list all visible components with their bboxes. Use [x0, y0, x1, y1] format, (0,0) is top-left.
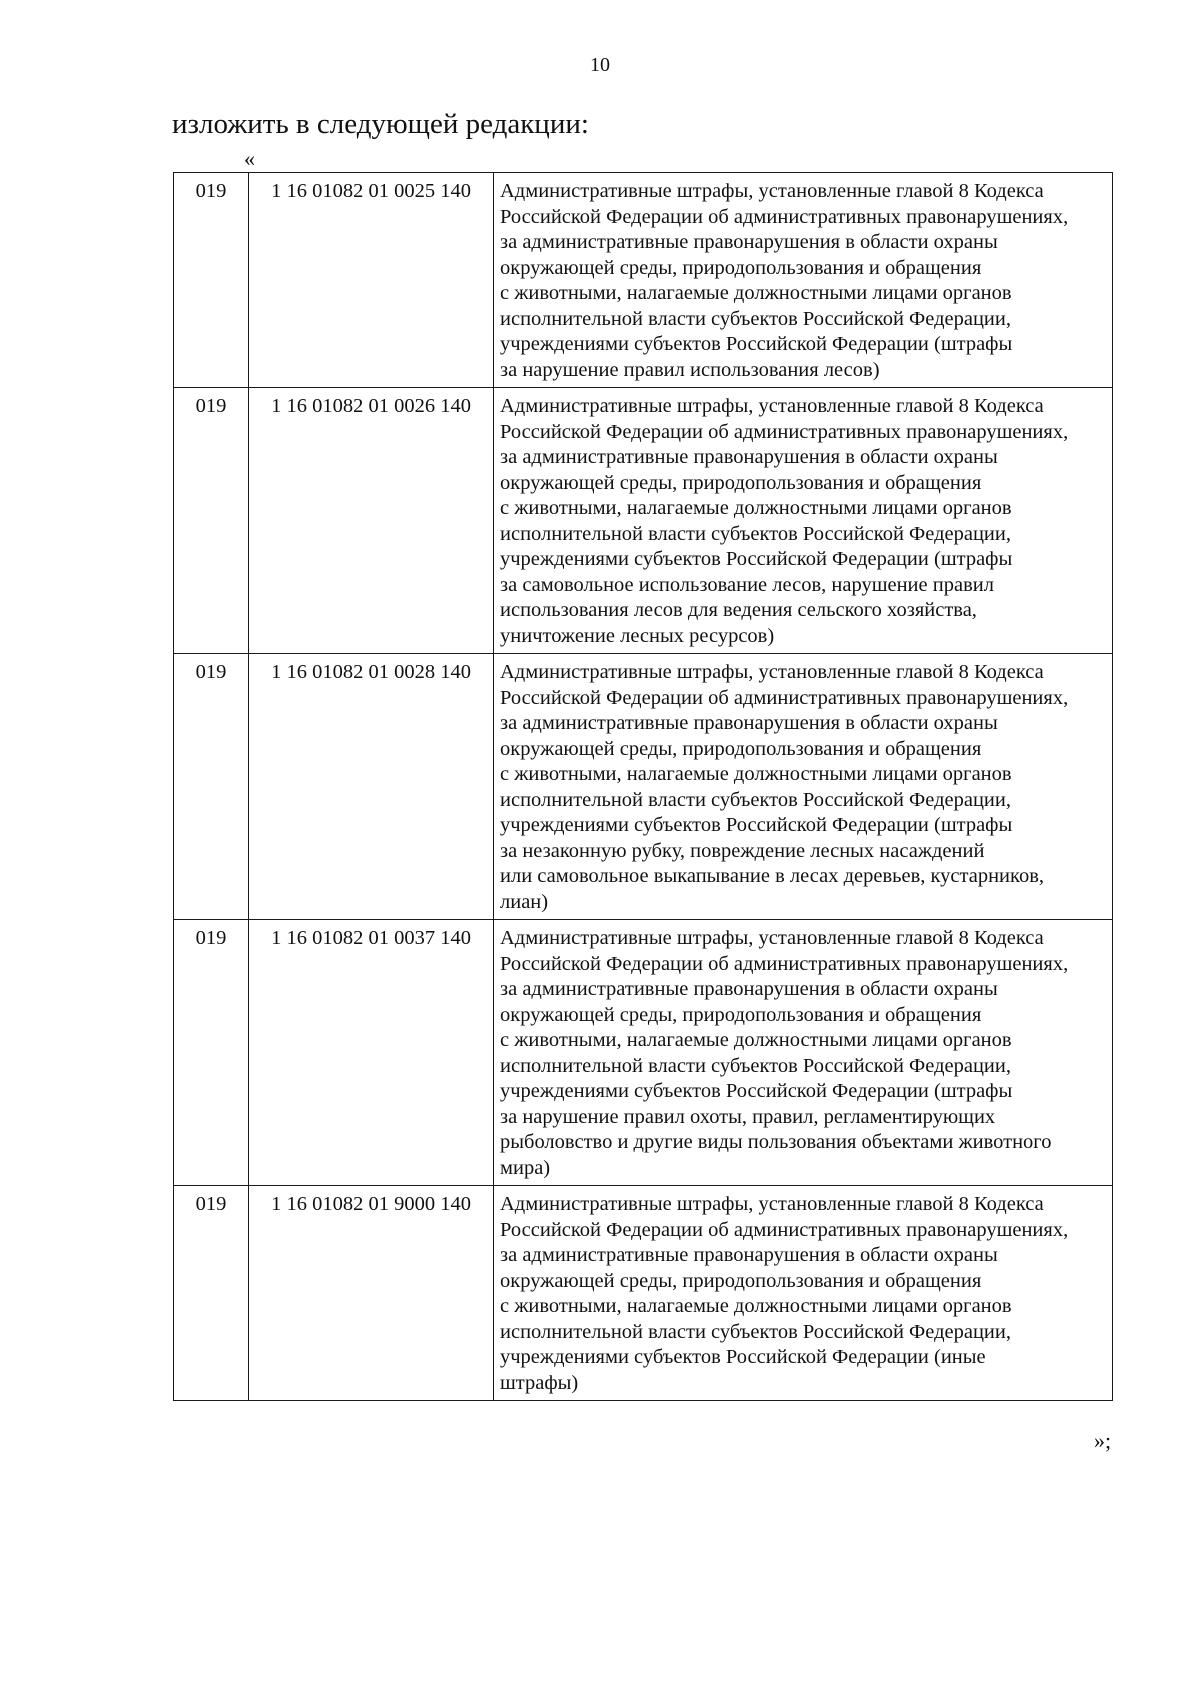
description-line: Административные штрафы, установленные главой 8 Кодекса [500, 180, 1044, 202]
description-line: учреждениями субъектов Российской Федерации (штрафы [500, 1080, 1013, 1102]
description-line: окружающей среды, природопользования и обращения [500, 1269, 982, 1292]
description-line: за административные правонарушения в области охраны [500, 978, 998, 1000]
admin-code-cell: 019 [174, 654, 249, 920]
description-line: за административные правонарушения в области охраны [500, 231, 998, 253]
description-line: за незаконную рубку, повреждение лесных насаждений [500, 839, 985, 862]
description-line: Российской Федерации об административных правонарушениях, [500, 420, 1069, 443]
description-line: учреждениями субъектов Российской Федерации (штрафы [500, 548, 1013, 570]
description-line: уничтожение лесных ресурсов) [500, 624, 775, 647]
description-line: мира) [500, 1156, 551, 1179]
description-line: использования лесов для ведения сельского хозяйства, [500, 599, 977, 621]
description-line: Российской Федерации об административных правонарушениях, [500, 1218, 1069, 1241]
admin-code-cell: 019 [174, 173, 249, 388]
admin-code-cell: 019 [174, 388, 249, 654]
description-line: окружающей среды, природопользования и обращения [500, 471, 982, 494]
description-line: или самовольное выкапывание в лесах деревьев, кустарников, [500, 865, 1045, 887]
description-line: рыболовство и другие виды пользования объектами животного [500, 1131, 1052, 1153]
description-line: Российской Федерации об административных правонарушениях, [500, 205, 1069, 228]
table-row [174, 173, 1113, 388]
description-line: исполнительной власти субъектов Российской Федерации, [500, 307, 1011, 330]
table-row [174, 388, 1113, 654]
description-line: с животными, налагаемые должностными лицами органов [500, 1295, 1012, 1317]
description-line: исполнительной власти субъектов Российской Федерации, [500, 788, 1011, 811]
description-line: лиан) [500, 890, 549, 913]
description-line: Административные штрафы, установленные главой 8 Кодекса [500, 395, 1044, 417]
budget-code-cell: 1 16 01082 01 0026 140 [249, 388, 494, 654]
description-line: исполнительной власти субъектов Российской Федерации, [500, 1320, 1011, 1343]
description-line: с животными, налагаемые должностными лицами органов [500, 497, 1012, 519]
description-line: за административные правонарушения в области охраны [500, 446, 998, 468]
description-line: учреждениями субъектов Российской Федерации (штрафы [500, 333, 1013, 355]
description-line: Административные штрафы, установленные главой 8 Кодекса [500, 927, 1044, 949]
description-cell [494, 173, 1113, 388]
description-cell [494, 654, 1113, 920]
intro-text: изложить в следующей редакции: [172, 108, 589, 140]
description-line: окружающей среды, природопользования и обращения [500, 1003, 982, 1026]
table-body [174, 173, 1113, 1401]
description-line: окружающей среды, природопользования и обращения [500, 256, 982, 279]
description-line: за административные правонарушения в области охраны [500, 1244, 998, 1266]
description-line: Российской Федерации об административных правонарушениях, [500, 952, 1069, 975]
description-cell [494, 920, 1113, 1186]
closing-quote: »; [1094, 1428, 1112, 1453]
description-line: с животными, налагаемые должностными лицами органов [500, 763, 1012, 785]
description-cell [494, 388, 1113, 654]
description-line: исполнительной власти субъектов Российской Федерации, [500, 1054, 1011, 1077]
budget-code-cell: 1 16 01082 01 0028 140 [249, 654, 494, 920]
description-line: с животными, налагаемые должностными лицами органов [500, 282, 1012, 304]
admin-code-cell: 019 [174, 920, 249, 1186]
description-line: с животными, налагаемые должностными лицами органов [500, 1029, 1012, 1051]
budget-code-cell: 1 16 01082 01 9000 140 [249, 1186, 494, 1401]
description-line: Российской Федерации об административных правонарушениях, [500, 686, 1069, 709]
description-line: штрафы) [500, 1371, 579, 1394]
description-line: за нарушение правил охоты, правил, регламентирующих [500, 1105, 996, 1128]
description-line: учреждениями субъектов Российской Федерации (иные [500, 1346, 986, 1368]
budget-code-cell: 1 16 01082 01 0037 140 [249, 920, 494, 1186]
table-row [174, 920, 1113, 1186]
description-line: за нарушение правил использования лесов) [500, 358, 880, 381]
table-row [174, 1186, 1113, 1401]
opening-quote: « [244, 146, 255, 171]
description-line: учреждениями субъектов Российской Федерации (штрафы [500, 814, 1013, 836]
table-row [174, 654, 1113, 920]
description-line: за административные правонарушения в области охраны [500, 712, 998, 734]
description-cell [494, 1186, 1113, 1401]
admin-code-cell: 019 [174, 1186, 249, 1401]
description-line: Административные штрафы, установленные главой 8 Кодекса [500, 1193, 1044, 1215]
page-number: 10 [590, 54, 610, 76]
description-line: окружающей среды, природопользования и обращения [500, 737, 982, 760]
budget-classification-table [173, 172, 1113, 1401]
description-line: исполнительной власти субъектов Российской Федерации, [500, 522, 1011, 545]
description-line: Административные штрафы, установленные главой 8 Кодекса [500, 661, 1044, 683]
description-line: за самовольное использование лесов, нарушение правил [500, 573, 994, 596]
budget-code-cell: 1 16 01082 01 0025 140 [249, 173, 494, 388]
